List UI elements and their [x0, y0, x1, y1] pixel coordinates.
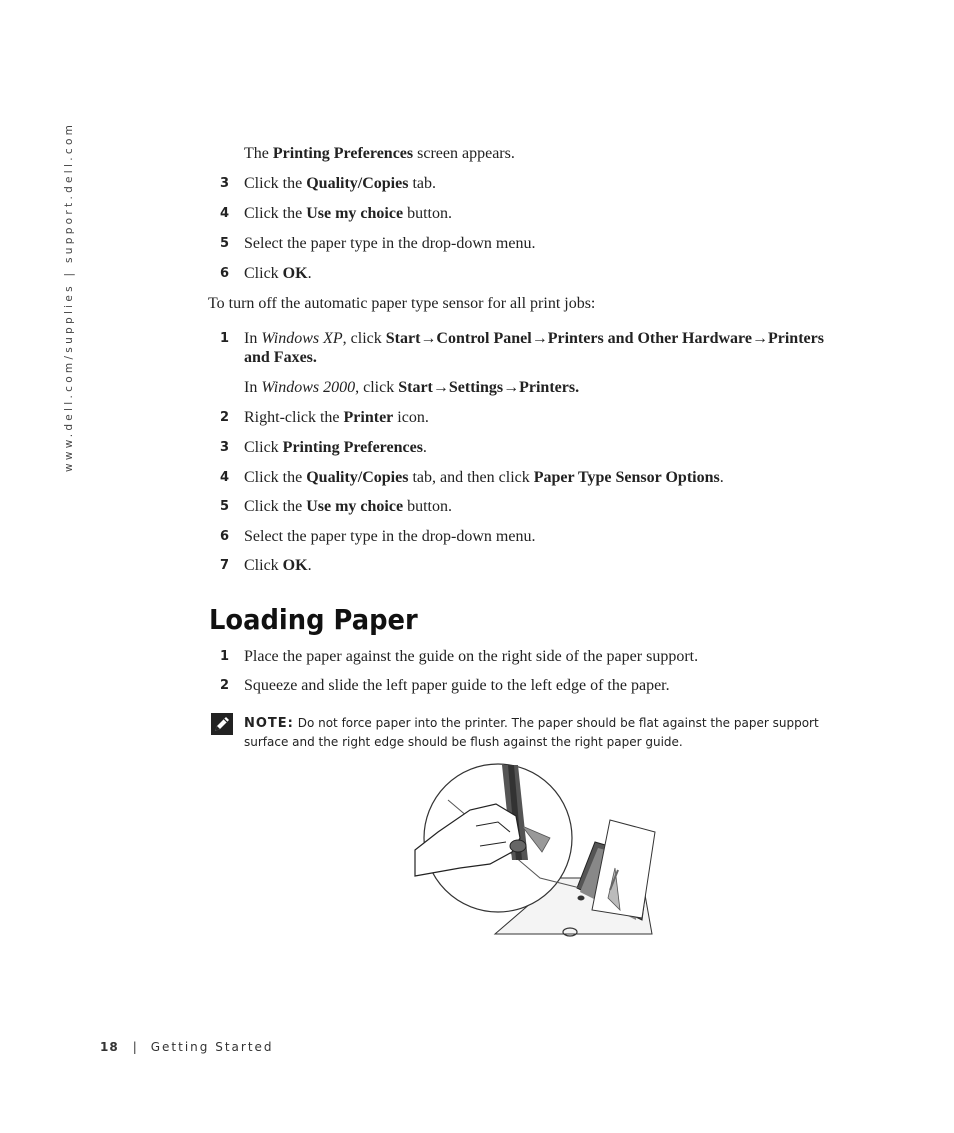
- step-a1-pre: Click the: [244, 175, 307, 192]
- intro-pre: The: [244, 145, 273, 162]
- turn-off-paragraph: To turn off the automatic paper type sensor for all print jobs:: [208, 295, 596, 312]
- footer-separator: |: [132, 1040, 137, 1054]
- step-b2-post: icon.: [393, 409, 429, 426]
- step-b1b-printers: Printers.: [519, 379, 580, 396]
- loading-step2-number: 2: [220, 678, 230, 693]
- note-block: [244, 714, 844, 752]
- step-a2-pre: Click the: [244, 205, 307, 222]
- step-b4-mid: tab, and then click: [408, 469, 534, 486]
- step-a2-text: [244, 204, 452, 224]
- page-footer: [100, 1040, 274, 1054]
- step-b1b-start: Start: [398, 379, 433, 396]
- note-pencil-icon: [211, 713, 233, 735]
- section-heading: Loading Paper: [209, 603, 418, 636]
- step-a4-post: .: [307, 265, 312, 282]
- step-b1b-click: , click: [355, 379, 399, 396]
- step-a4-number: 6: [220, 266, 230, 281]
- step-b1b-settings: Settings: [448, 379, 504, 396]
- step-a4-bold: OK: [282, 265, 308, 282]
- arrow-right-icon: →: [531, 330, 548, 347]
- loading-step1-number: 1: [220, 649, 230, 664]
- step-b1b-os: Windows 2000: [261, 379, 356, 396]
- step-b7-pre: Click: [244, 557, 283, 574]
- step-a2-post: button.: [403, 205, 452, 222]
- step-a1-bold: Quality/Copies: [306, 175, 409, 192]
- intro-line: [244, 144, 515, 164]
- step-b5-pre: Click the: [244, 498, 307, 515]
- step-a2-bold: Use my choice: [306, 205, 404, 222]
- note-text: Do not force paper into the printer. The paper should be flat against the paper support surface and the right edge should be flush against the right paper guide.: [244, 716, 819, 749]
- step-a2-number: 4: [220, 206, 230, 221]
- step-b1-line2: and Faxes.: [244, 349, 317, 366]
- step-b4-pre: Click the: [244, 469, 307, 486]
- step-b3-number: 3: [220, 440, 230, 455]
- step-b2-bold: Printer: [343, 409, 394, 426]
- step-b4-bold2: Paper Type Sensor Options: [533, 469, 720, 486]
- step-b3-post: .: [422, 439, 427, 456]
- step-b3-text: [244, 438, 427, 458]
- step-b7-bold: OK: [282, 557, 308, 574]
- loading-step2-text: Squeeze and slide the left paper guide to the left edge of the paper.: [244, 677, 670, 694]
- step-b4-post: .: [719, 469, 724, 486]
- note-label: NOTE:: [244, 716, 294, 731]
- step-a3-number: 5: [220, 236, 230, 251]
- arrow-right-icon: →: [432, 379, 449, 396]
- step-a1-text: [244, 174, 436, 194]
- arrow-right-icon: →: [420, 330, 437, 347]
- step-b1-click: , click: [342, 330, 386, 347]
- step-b5-bold: Use my choice: [306, 498, 404, 515]
- loading-step1-text: Place the paper against the guide on the right side of the paper support.: [244, 648, 699, 665]
- step-a4-pre: Click: [244, 265, 283, 282]
- step-b2-pre: Right-click the: [244, 409, 344, 426]
- step-b2-number: 2: [220, 410, 230, 425]
- arrow-right-icon: →: [503, 379, 520, 396]
- step-b4-number: 4: [220, 470, 230, 485]
- step-a3-text: Select the paper type in the drop-down menu.: [244, 235, 536, 252]
- step-b1b-in: In: [244, 379, 262, 396]
- page-number: 18: [100, 1040, 119, 1054]
- step-b1-printers: Printers: [767, 330, 824, 347]
- step-b5-post: button.: [403, 498, 452, 515]
- step-b1-os: Windows XP: [261, 330, 343, 347]
- sidebar-url: www.dell.com/supplies | support.dell.com: [63, 121, 75, 472]
- step-b2-text: [244, 408, 429, 428]
- step-b6-text: Select the paper type in the drop-down menu.: [244, 528, 536, 545]
- step-b3-pre: Click: [244, 439, 283, 456]
- step-b1b-text: [244, 378, 579, 398]
- step-b5-text: [244, 497, 452, 517]
- step-a1-post: tab.: [408, 175, 436, 192]
- step-b7-number: 7: [220, 558, 230, 573]
- step-b4-text: [244, 468, 724, 488]
- step-b1-in: In: [244, 330, 262, 347]
- step-b1-start: Start: [385, 330, 421, 347]
- step-b1-printers-hw: Printers and Other Hardware: [547, 330, 752, 347]
- footer-section: Getting Started: [150, 1040, 274, 1054]
- step-b5-number: 5: [220, 499, 230, 514]
- step-b3-bold: Printing Preferences: [282, 439, 423, 456]
- step-b6-number: 6: [220, 529, 230, 544]
- intro-bold: Printing Preferences: [272, 145, 414, 162]
- step-b7-post: .: [307, 557, 312, 574]
- step-b4-bold: Quality/Copies: [306, 469, 409, 486]
- step-b7-text: [244, 556, 312, 576]
- loading-paper-illustration: [410, 760, 660, 940]
- step-a1-number: 3: [220, 176, 230, 191]
- step-b1-control-panel: Control Panel: [436, 330, 532, 347]
- step-b1-number: 1: [220, 331, 230, 346]
- step-b1-text: [244, 329, 824, 349]
- intro-post: screen appears.: [413, 145, 515, 162]
- arrow-right-icon: →: [751, 330, 768, 347]
- step-a4-text: [244, 264, 312, 284]
